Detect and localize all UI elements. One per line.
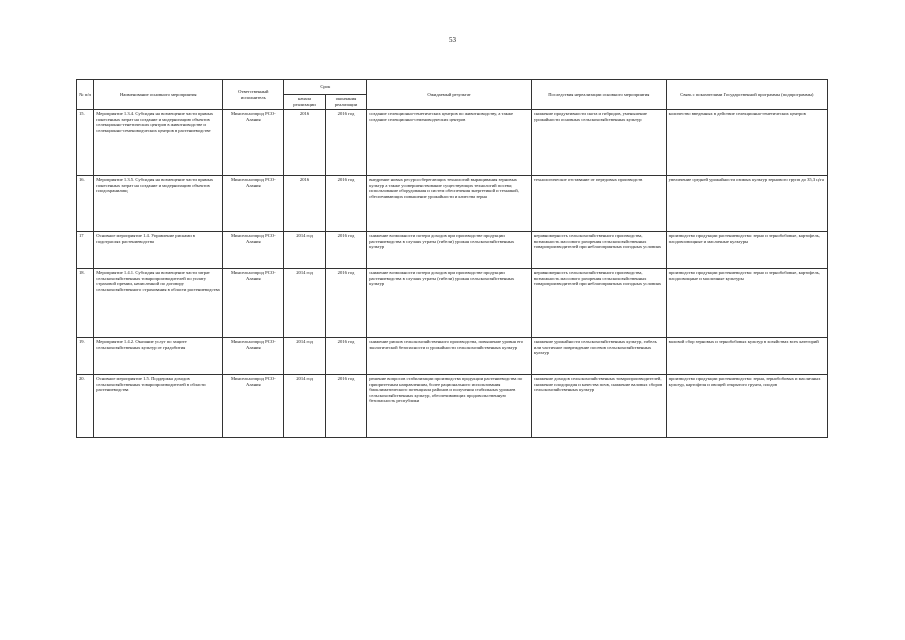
table-row — [77, 269, 828, 338]
row-link: валовой сбор зерновых и зернобобовых культур в хозяйствах всех категорий — [666, 338, 827, 375]
row-name: Мероприятие 1.3.4. Субсидия на возмещение части прямых понесенных затрат на создание и модернизацию объектов селекционно-генетических центров в животноводстве и селекционно-семеноводческих центров в растениеводстве — [94, 110, 223, 176]
row-start: 2016 — [284, 176, 325, 232]
row-executor: Минсельхозпрод РСО-Алания — [223, 176, 284, 232]
row-consequences: неравномерность сельскохозяйственного производства, возможность массового разорения сельскохозяйственных товаропроизводителей при неблагоприятных погодных условиях — [531, 269, 666, 338]
header-end: окончания реализации — [325, 95, 366, 110]
row-executor: Минсельхозпрод РСО-Алания — [223, 269, 284, 338]
row-num: 17 — [77, 232, 94, 269]
row-executor: Минсельхозпрод РСО-Алания — [223, 375, 284, 438]
row-start: 2014 год — [284, 232, 325, 269]
table-row — [77, 176, 828, 232]
row-end: 2016 год — [325, 110, 366, 176]
row-end: 2016 год — [325, 176, 366, 232]
row-executor: Минсельхозпрод РСО-Алания — [223, 232, 284, 269]
row-num: 20. — [77, 375, 94, 438]
header-result: Ожидаемый результат — [367, 80, 532, 110]
header-term: Срок — [284, 80, 367, 95]
header-executor: Ответственный исполнитель — [223, 80, 284, 110]
row-start: 2014 год — [284, 269, 325, 338]
row-num: 15. — [77, 110, 94, 176]
row-link: производство продукции растениеводства: зерна, зернобобовых и масличных культур, картофеля и овощей открытого грунта, плодов — [666, 375, 827, 438]
table-row — [77, 375, 828, 438]
row-result: внедрение новых ресурсосберегающих технологий выращивания зерновых культур а также усовершенствование существующих технологий посева; использование оборудования и систем обеспечения энергетикой и техникой, обеспечивающих повышение урожайности и качества зерна — [367, 176, 532, 232]
row-consequences: снижение продуктивности скота и гибридов, уменьшение урожайности основных сельскохозяйственных культур — [531, 110, 666, 176]
row-num: 18. — [77, 269, 94, 338]
row-name: Мероприятие 1.3.5. Субсидия на возмещение части прямых понесенных затрат на создание и модернизацию объектов плодохранилищ — [94, 176, 223, 232]
row-end: 2016 год — [325, 375, 366, 438]
header-consequences: Последствия нереализации основного мероприятия — [531, 80, 666, 110]
row-start: 2014 год — [284, 375, 325, 438]
table-row — [77, 232, 828, 269]
row-result: снижение возможности потери доходов при производстве продукции растениеводства в случаях утраты (гибели) урожая сельскохозяйственных культур — [367, 232, 532, 269]
row-link: производство продукции растениеводства: зерно и зернобобовые, картофель, плодоовощные и масличные культуры — [666, 269, 827, 338]
row-name: Основное мероприятие 1.4. Управление рисками в подотраслях растениеводства — [94, 232, 223, 269]
header-start: начала реализации — [284, 95, 325, 110]
row-consequences: технологическое отставание от передовых производств — [531, 176, 666, 232]
table-row — [77, 110, 828, 176]
measures-table — [76, 79, 828, 438]
row-name: Мероприятие 1.4.2. Оказание услуг по защите сельскохозяйственных культур от градобития — [94, 338, 223, 375]
row-executor: Минсельхозпрод РСО-Алания — [223, 110, 284, 176]
row-name: Мероприятие 1.4.1. Субсидия на возмещение части затрат сельскохозяйственных товаропроизводителей по уплату страховой премии, начисленной по договору сельскохозяйственного страхования в области растениеводства — [94, 269, 223, 338]
row-name: Основное мероприятие 1.5. Поддержка доходов сельскохозяйственных товаропроизводителей в области растениеводства — [94, 375, 223, 438]
row-start: 2016 — [284, 110, 325, 176]
row-num: 19. — [77, 338, 94, 375]
row-consequences: неравномерность сельскохозяйственного производства, возможность массового разорения сельскохозяйственных товаропроизводителей при неблагоприятных погодных условиях — [531, 232, 666, 269]
row-end: 2016 год — [325, 338, 366, 375]
row-consequences: снижение доходов сельскохозяйственных товаропроизводителей, снижение плодородия и качества почв, снижение валовых сборов сельскохозяйственных культур — [531, 375, 666, 438]
row-link: производство продукции растениеводства: зерно и зернобобовые, картофель, плодовоовощные и масличные культуры — [666, 232, 827, 269]
row-consequences: снижение урожайности сельскохозяйственных культур, гибель или частичное повреждение посевов сельскохозяйственных культур — [531, 338, 666, 375]
row-end: 2016 год — [325, 232, 366, 269]
page-number: 53 — [449, 36, 456, 44]
row-link: увеличение средней урожайности озимых культур зернового групп до 35,3 ц/га — [666, 176, 827, 232]
table-row — [77, 338, 828, 375]
header-name: Наименование основного мероприятия — [94, 80, 223, 110]
row-num: 16. — [77, 176, 94, 232]
row-link: количество введенных в действие селекционно-генетических центров — [666, 110, 827, 176]
row-result: снижение возможности потери доходов при производстве продукции растениеводства в случаях утраты (гибели) урожая сельскохозяйственных культур — [367, 269, 532, 338]
row-result: создание селекционно-генетических центров по животноводству, а также создание селекционно-семеноводческих центров — [367, 110, 532, 176]
header-link: Связь с показателями Государственной программы (подпрограммы) — [666, 80, 827, 110]
row-result: решение вопросов стабилизации производства продукции растениеводства по приоритетным направлениям, более рационального использования биоклиматического потенциала районов и получения стабильных урожаев сельскохозяйственных культур, обеспечивающих продовольственную безопасность республики — [367, 375, 532, 438]
row-start: 2014 год — [284, 338, 325, 375]
row-executor: Минсельхозпрод РСО-Алания — [223, 338, 284, 375]
row-end: 2016 год — [325, 269, 366, 338]
header-num: № п/п — [77, 80, 94, 110]
row-result: снижение рисков сельскохозяйственного производства, повышение уровня его экологической безопасности и урожайности сельскохозяйственных культур — [367, 338, 532, 375]
